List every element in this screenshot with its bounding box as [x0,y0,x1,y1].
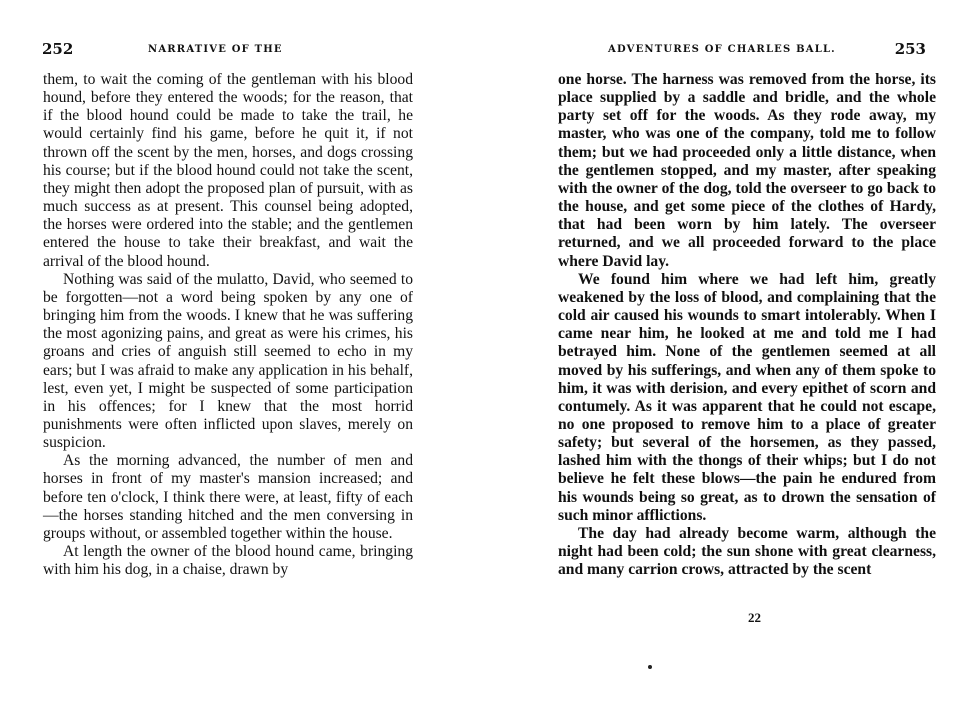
left-page [0,0,480,714]
paragraph: one horse. The harness was removed from the horse, its place supplied by a saddle and bridle, and the whole party set off for the woods. As they rode away, my master, who was one of the company, told me to follow them; but we had proceeded only a little distance, when the gentlemen stopped, and my master, after speaking with the owner of the dog, told the overseer to go back to the house, and get some piece of the clothes of Hardy, that had been worn by him lately. The overseer returned, and we all proceeded forward to the place where David lay. [558,71,936,270]
signature-mark: 22 [748,610,761,625]
right-running-head: ADVENTURES OF CHARLES BALL. [608,44,836,55]
left-page-number: 252 [42,40,74,58]
paragraph: As the morning advanced, the number of men and horses in front of my master's mansion increased; and before ten o'clock, I think there were, at least, fifty of each—the horses standing hitched and the men conversing in groups without, or assembled together within the house. [43,452,413,542]
paragraph: We found him where we had left him, greatly weakened by the loss of blood, and complaining that the cold air caused his wounds to smart intolerably. When I came near him, he looked at me and told me I had betrayed him. None of the gentlemen seemed at all moved by his sufferings, and when any of them spoke to him, it was with derision, and every epithet of scorn and contumely. As it was apparent that he could not escape, no one proposed to remove him to a place of greater safety; but several of the horsemen, as they passed, lashed him with the thongs of their whips; but I do not believe he felt these blows—the pain he endured from his wounds being so great, as to drown the sensation of such minor afflictions. [558,270,936,524]
left-page-body [43,71,413,579]
paragraph: The day had already become warm, although the night had been cold; the sun shone with great clearness, and many carrion crows, attracted by the scent [558,524,936,579]
right-page-body [558,71,936,579]
right-page [500,0,980,714]
paragraph: them, to wait the coming of the gentleman with his blood hound, before they entered the woods; for the reason, that if the blood hound could be made to take the trail, he would certainly find his game, before he quit it, if not thrown off the scent by the men, horses, and dogs crossing his course; but if the blood hound could not take the scent, they might then adopt the proposed plan of pursuit, with as much success as at present. This counsel being adopted, the horses were ordered into the stable; and the gentlemen entered the house to take their breakfast, and wait the arrival of the blood hound. [43,71,413,270]
left-running-head: NARRATIVE OF THE [148,44,283,55]
right-page-header [558,40,926,62]
ink-speck [648,665,652,669]
paragraph: Nothing was said of the mulatto, David, who seemed to be forgotten—not a word being spoken by any one of bringing him from the woods. I knew that he was suffering the most agonizing pains, and great as were his crimes, his groans and cries of anguish still seemed to echo in my ears; but I was afraid to make any application in his behalf, lest, even yet, I might be suspected of some participation in his offences; for I knew that the most horrid punishments were often inflicted upon slaves, merely on suspicion. [43,270,413,452]
paragraph: At length the owner of the blood hound came, bringing with him his dog, in a chaise, drawn by [43,543,413,579]
left-page-header [42,40,420,62]
right-page-number: 253 [894,40,926,58]
